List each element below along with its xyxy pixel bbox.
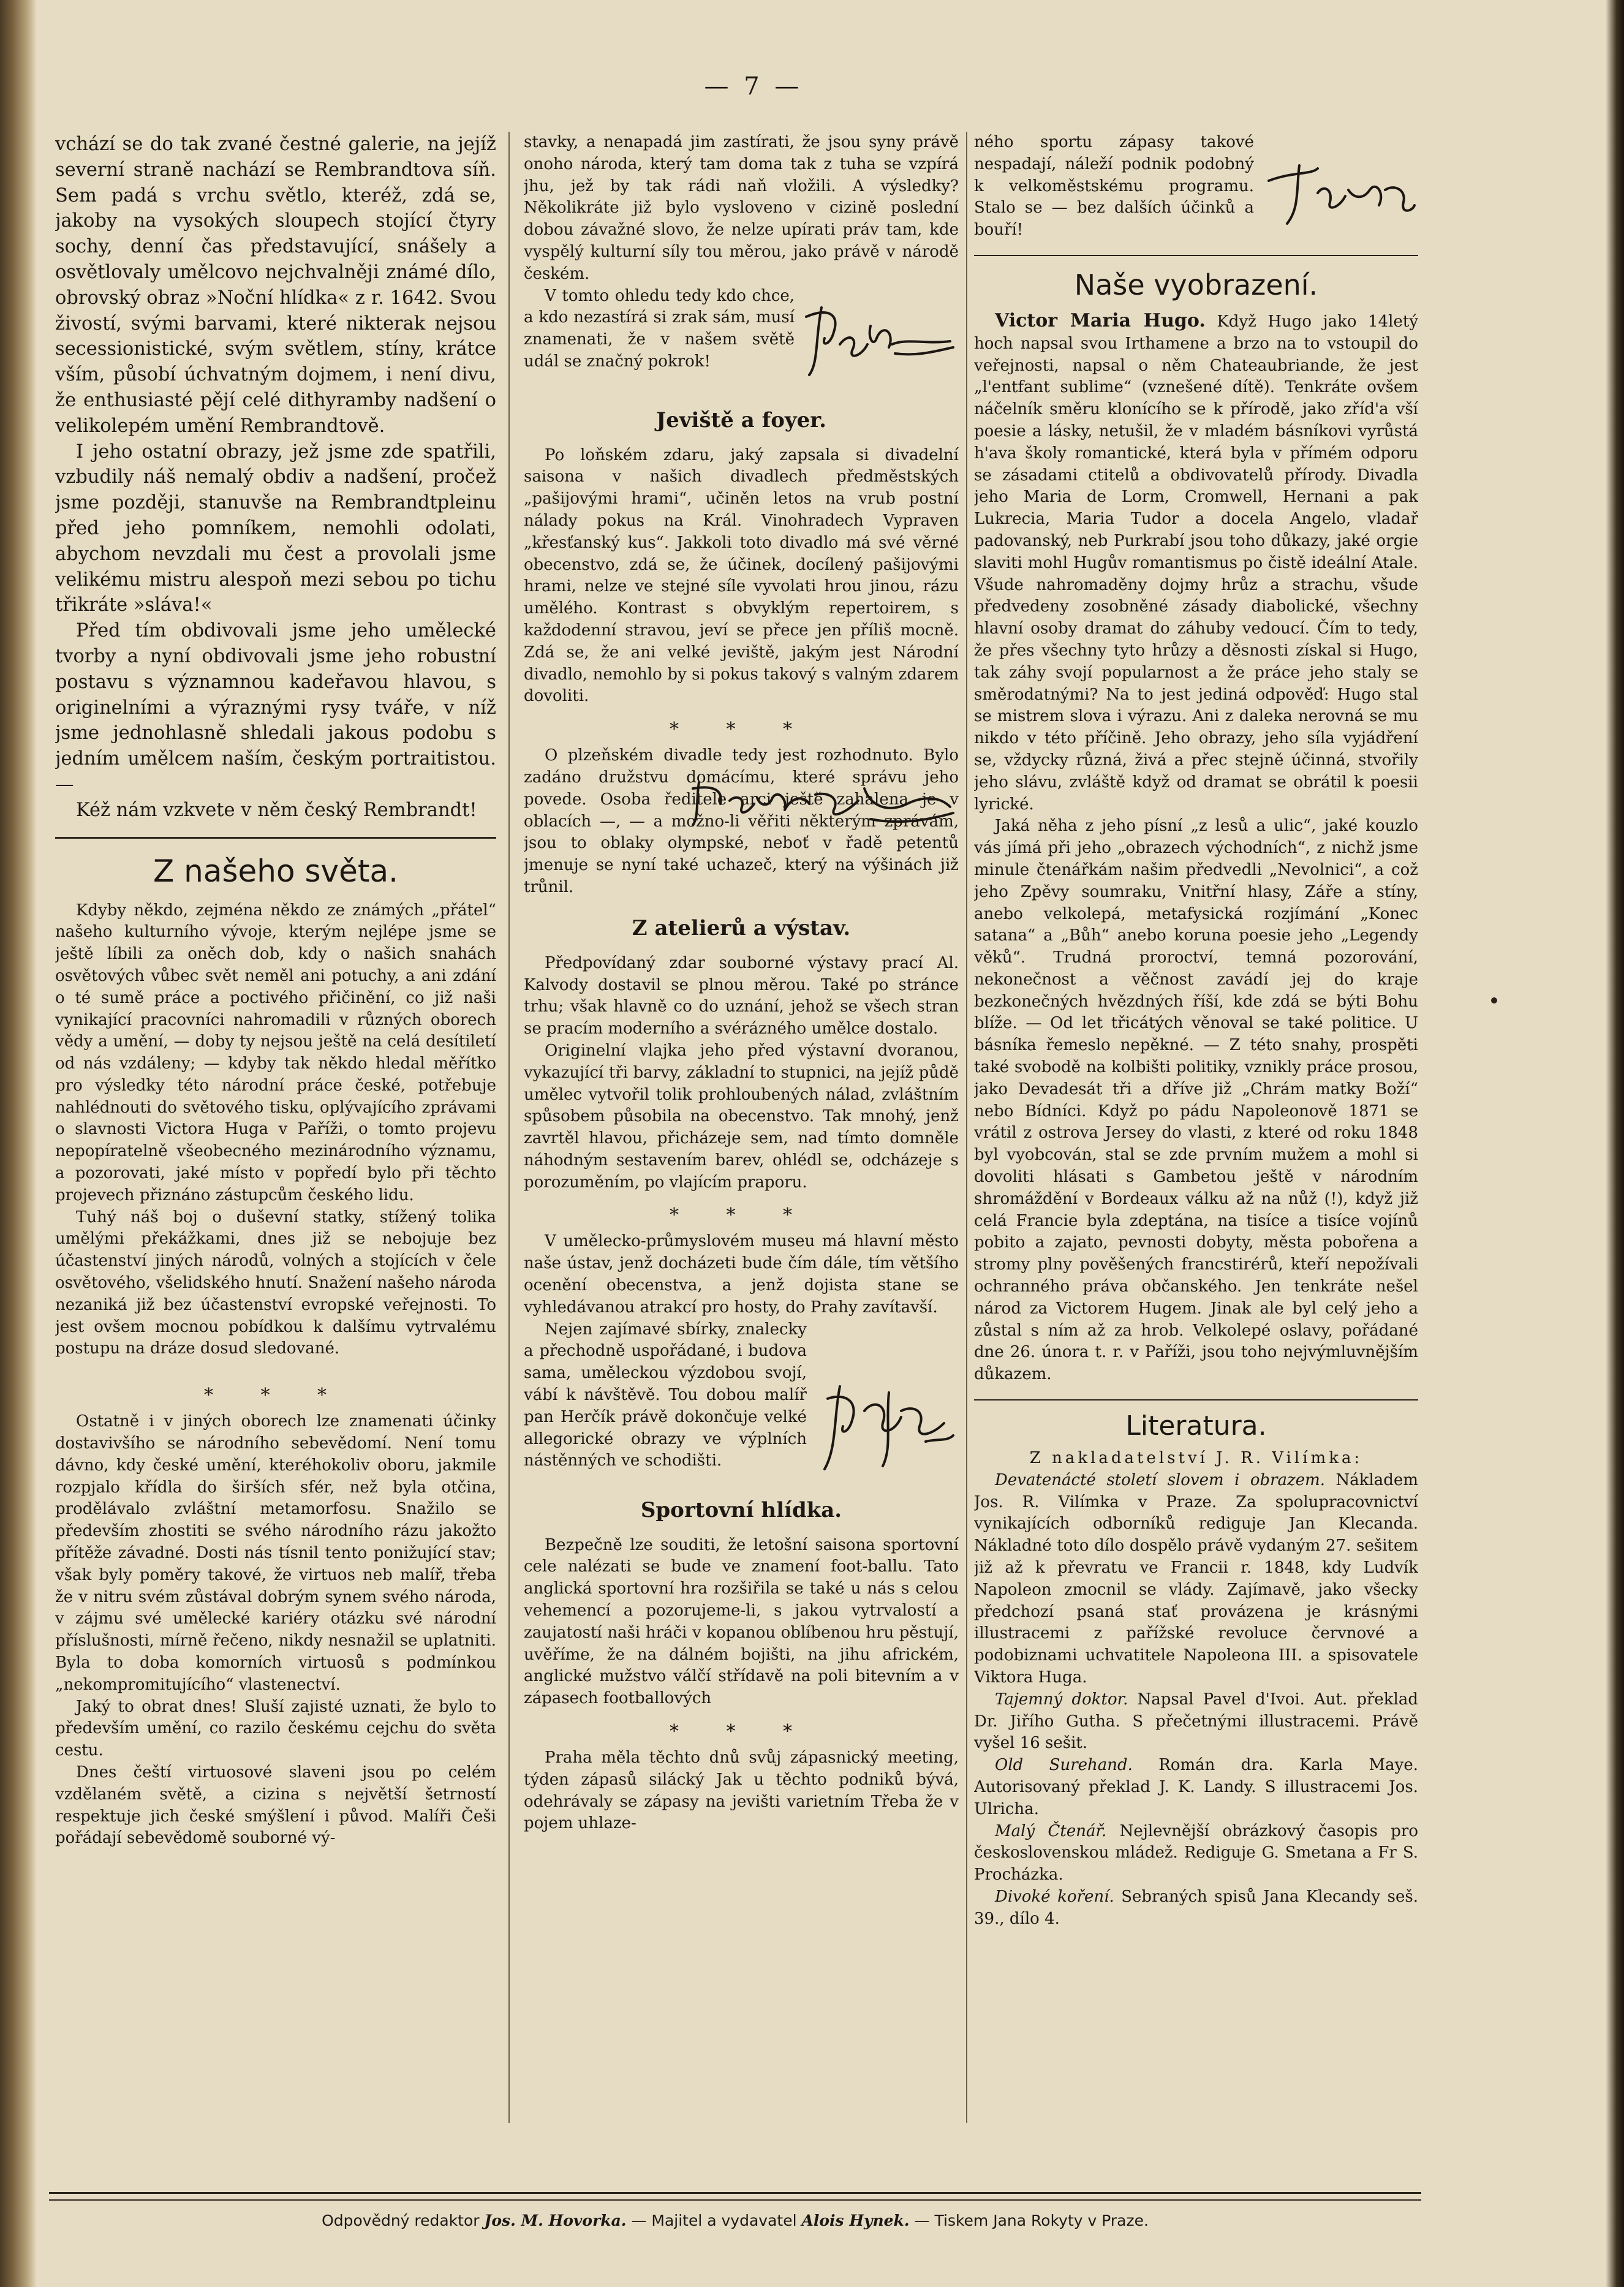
ateliery-paragraph-4: Nejen zajímavé sbírky, znalecky a přechodně uspořádané, i budova sama, uměleckou výzdobou svojí, vábí k návštěvě. Tou dobou malíř pan Herčík právě dokončuje velké allegorické obrazy ve výplních nástěnných ve schodišti. bbox=[524, 1320, 807, 1470]
column-3 bbox=[974, 132, 1418, 2122]
section-rule bbox=[974, 255, 1418, 256]
section-title-z-naseho-sveta: Z našeho světa. bbox=[153, 853, 398, 889]
z-naseho-sveta-paragraph-3: Ostatně i v jiných oborech lze znamenati účinky dostavivšího se národního sebevědomí. Není tomu dávno, kdy české umění, kteréhokoliv oboru, jakmile rozpjalo křídla do širších sfér, než byla otčina, prodělávalo zvláštní metamorfosu. Snažilo se především zhostiti se svého národního rázu jakožto přítěže závadné. Dosti nás tísnil tento ponižující stav; však byly poměry takové, že virtuos neb malíř, třeba že v nitru svém zůstával dobrým synem svého národa, v zájmu své umělecké kariéry otázku své národní příslušnosti, mírně řečeno, nikdy nesnažil se uplatniti. Byla to doba komorních virtuosů s podmínkou „nekompromitujícího“ vlastenectví. bbox=[55, 1412, 496, 1694]
literatura-item-4 bbox=[974, 1821, 1418, 1886]
rembrandt-paragraph-3: Před tím obdivovali jsme jeho umělecké tvorby a nyní obdivovali jsme jeho robustní postavu s významnou kadeřavou hlavou, s originelními a výraznými rysy tváře, v níž jsme jednohlasně shledali jakous podobu s jedním umělcem naším, českým portraitistou. — bbox=[55, 620, 496, 795]
scan-edge-shadow bbox=[1606, 0, 1624, 2287]
page-number: — 7 — bbox=[704, 72, 803, 100]
footer-publisher-name: Alois Hynek. bbox=[801, 2212, 910, 2229]
section-title-z-atelieru-a-vystav: Z atelierů a výstav. bbox=[632, 915, 851, 940]
column-2 bbox=[524, 132, 959, 2122]
margin-dot bbox=[1491, 997, 1497, 1004]
literatura-item-3-title: Old Surehand. bbox=[995, 1756, 1133, 1775]
section-rule bbox=[974, 1399, 1418, 1401]
section-rule bbox=[55, 837, 496, 839]
ateliery-paragraph-3: V umělecko-průmyslovém museu má hlavní město naše ústav, jenž docházeti bude čím dále, tím většího ocenění obecenstva, a jenž dojista stane se vyhledávanou atrakcí pro hosty, do Prahy zavítavší. bbox=[524, 1232, 959, 1317]
literatura-item-3 bbox=[974, 1755, 1418, 1820]
ateliery-paragraph-1: Předpovídaný zdar souborné výstavy prací Al. Kalvody dostavil se plnou měrou. Také po stránce trhu; však hlavně co do uznání, jehož se všech stran se pracím moderního a svérázného umělce dostalo. bbox=[524, 953, 959, 1038]
literatura-item-1-text: Nákladem Jos. R. Vilímka v Praze. Za spolupracovnictví vynikajících odborníků rediguje Jan Klecanda. Nákladné toto dílo dospělo právě vydaným 27. sešitem již až k převratu ve Francii r. 1848, kdy Ludvík Napoleon zmocnil se vlády. Zajímavě, jako všecky předchozí psaná stať provázena je krásnými illustracemi z pařížské revoluce červnové a podobiznami uchvatitele Napoleona III. a spisovatele Viktora Huga. bbox=[974, 1470, 1418, 1687]
literatura-item-2 bbox=[974, 1689, 1418, 1755]
literatura-item-2-text: Napsal Pavel d'Ivoi. Aut. překlad Dr. Jiřího Gutha. S přečetnými illustracemi. Právě vyšel 16 sešit. bbox=[974, 1690, 1418, 1753]
signature-block-3 bbox=[524, 1319, 959, 1481]
footer-printer: — Tiskem Jana Rokyty v Praze. bbox=[914, 2212, 1149, 2229]
literatura-item-4-text: Nejlevnější obrázkový časopis pro československou mládež. Rediguje G. Smetana a Fr S. Procházka. bbox=[974, 1821, 1418, 1884]
section-stars: * * * bbox=[203, 1385, 348, 1407]
rembrandt-paragraph-4: Kéž nám vzkvete v něm český Rembrandt! bbox=[76, 799, 477, 821]
section-stars: * * * bbox=[669, 1721, 814, 1743]
signature-block-1 bbox=[524, 285, 959, 384]
section-title-nase-vyobrazeni: Naše vyobrazení. bbox=[1074, 268, 1318, 301]
literatura-item-2-title: Tajemný doktor. bbox=[995, 1690, 1128, 1709]
handwritten-signature-3 bbox=[815, 1374, 956, 1478]
literatura-item-5-text: Sebraných spisů Jana Klecandy seš. 39., dílo 4. bbox=[974, 1887, 1418, 1928]
literatura-item-1 bbox=[974, 1470, 1418, 1689]
col2-intro-paragraph: stavky, a nenapadá jim zastírati, že jsou syny právě onoho národa, který tam doma tak z tuha se vzpírá jhu, jež by tak rádi naň vložili. A výsledky? Několikráte již bylo vysloveno v cizině poslední dobou závažné slovo, že nelze upírati práv tam, kde vyspělý kulturní síly tou měrou, jako právě v národě českém. bbox=[524, 133, 959, 283]
footer-rule-bottom bbox=[49, 2199, 1421, 2201]
jeviste-paragraph-2: O plzeňském divadle tedy jest rozhodnuto. Bylo zadáno družstvu domácímu, které správu jeho povede. Osoba ředitele arci ještě zahalena je v oblacích —, — a možno-li věřiti některým zprávám, jsou to oblaky olympské, neboť v řadě petentů jmenuje se nyní také uchazeč, který na výšinách již trůnil. bbox=[524, 746, 959, 896]
footer-editor-name: Jos. M. Hovorka. bbox=[484, 2212, 627, 2229]
col3-intro-paragraph: ného sportu zápasy takové nespadají, náleží podnik podobný k velkoměstskému programu. Stalo se — bez dalších účinků a bouří! bbox=[974, 133, 1254, 240]
sport-paragraph-2: Praha měla těchto dnů svůj zápasnický meeting, týden zápasů silácký Jak u těchto podniků bývá, odehrávaly se zápasy na jevišti varietním Třeba že v pojem uhlaze- bbox=[524, 1748, 959, 1833]
rembrandt-paragraph-1: vchází se do tak zvané čestné galerie, na jejíž severní straně nachází se Rembrandtova síň. Sem padá s vrchu světlo, kteréž, zdá se, jakoby na vysokých sloupech stojící čtyry sochy, denní čas představující, snášely a osvětlovaly umělcovo nejchvalněji známé dílo, obrovský obraz »Noční hlídka« z r. 1642. Svou živostí, svými barvami, které nikterak nejsou secessionistické, svým světlem, stíny, krátce vším, působí úchvatným dojmem, i není divu, že enthusiasté pějí celé dithyramby nadšení o velikolepém umění Rembrandtově. bbox=[55, 134, 496, 437]
hugo-paragraph-1-text: Když Hugo jako 14letý hoch napsal svou Irthamene a brzo na to vstoupil do veřejnosti, napsal o něm Chateaubriande, že jest „l'entfant sublime“ (vznešené dítě). Tenkráte ovšem náčelník směru klonícího se k přírodě, jako zříd'a vší poesie a lásky, netušil, že v mladém básníkovi vyrůstá h'ava školy romantické, která byla v přímém odporu se zásadami ctitelů a obdivovatelů přírody. Divadla jeho Maria de Lorm, Cromwell, Hernani a pak Lukrecia, Maria Tudor a docela Angelo, vladař padovanský, neb Purkrabí jsou toho důkazy, jaké orgie slaviti mohl Hugův romantismus po čistě ideální Atale. Všude nahromaděny dojmy hrůz a strachu, všude předvedeny zosobněné zásady diabolické, všechny hlavní osoby dramat do záhuby vedoucí. Čím to tedy, že přes všechny tyto hrůzy a děsnosti získal si Hugo, tak záhy svojí popularnost a že práce jeho staly se směrodatnými? Na to jest jediná odpověď: Hugo stal se mistrem slova i výrazu. Ani z daleka nerovná se mu nikdo v této příčině. Jeho obrazy, jeho síla vyjádření se, vždycky různá, živá a přec stejně účinná, stvořily jeho slávu, zvláště když od dramat se obrátil k poesii lyrické. bbox=[974, 312, 1418, 814]
footer-rule-top bbox=[49, 2192, 1421, 2194]
section-title-sportovni-hlidka: Sportovní hlídka. bbox=[640, 1497, 842, 1522]
handwritten-signature-1 bbox=[803, 289, 956, 381]
column-divider-1 bbox=[508, 132, 510, 2123]
rembrandt-paragraph-2: I jeho ostatní obrazy, jež jsme zde spatřili, vzbudily náš nemalý obdiv a nadšení, pročež jsme později, stanuvše na Rembrandtpleinu před jeho pomníkem, nemohli odolati, abychom nevzdali mu čest a provolali jsme velikému mistru alespoň mezi sebou po tichu třikráte »sláva!« bbox=[55, 440, 496, 616]
hugo-paragraph-2: Jaká něha z jeho písní „z lesů a ulic“, jaké kouzlo vás jímá při jeho „obrazech východních“, z nichž jsme minule čtenářkám našim předvedli „Nevolnici“, a což jeho Zpěvy soumraku, Vnitřní hlasy, Záře a stíny, anebo velkolepá, metafysická rozjímání „Konec satana“ a „Bůh“ anebo koruna poesie jeho „Legendy věků“. Trudná proroctví, temná pozorování, nekonečnost a věčnost zavádí jej do kraje bezkonečných hvězdných říší, kde zdá se býti Bohu blíže. — Od let třicátých věnoval se také politice. U básníka řemeslo nepěkné. — Z této snahy, prospěti také svobodě na kolbišti politiky, vznikly práce prosou, jako Devadesát tři a dříve již „Chrám matky Boží“ nebo Bídníci. Když po pádu Napoleonově 1871 se vrátil z ostrova Jersey do vlasti, z které od roku 1848 byl vyobcován, stal se zde prvním mužem a mohl si dovoliti hlásati s Gambetou ještě v národním shromáždění v Bordeaux válku až na nůž (!), když již celá Francie byla zdeptána, na tisíce a tisíce vojínů pobito a zajato, pevnosti dobyty, města pobořena a stromy plny pověšených francstirérů, kteří nepožívali ochranného práva občanského. Jen tenkráte nešel národ za Victorem Hugem. Jinak ale byl celý jeho a zůstal s ním až za hrob. Velkolepé oslavy, pořádané dne 26. února t. r. v Paříži, jsou toho nejvýmluvnějším důkazem. bbox=[974, 817, 1418, 1384]
z-naseho-sveta-paragraph-4: Jaký to obrat dnes! Sluší zajisté uznati, že bylo to především umění, co razilo českému cejchu do světa cestu. bbox=[55, 1697, 496, 1760]
z-naseho-sveta-paragraph-5: Dnes čeští virtuosové slaveni jsou po celém vzdělaném světě, a cizina s největší šetrností respektuje jich české smýšlení i původ. Malíři Češi pořádají sebevědomě souborné vý- bbox=[55, 1763, 496, 1848]
handwritten-signature-4 bbox=[1263, 156, 1416, 230]
literatura-item-5-title: Divoké koření. bbox=[995, 1887, 1114, 1906]
section-stars: * * * bbox=[669, 719, 814, 741]
book-binding-shadow bbox=[0, 0, 37, 2287]
column-1 bbox=[55, 132, 496, 2122]
col2-intro-paragraph-2: V tomto ohledu tedy kdo chce, a kdo nezastírá si zrak sám, musí znamenati, že v našem světě udál se značný pokrok! bbox=[524, 286, 795, 371]
section-title-literatura: Literatura. bbox=[1125, 1410, 1267, 1442]
literatura-item-5 bbox=[974, 1886, 1418, 1930]
z-naseho-sveta-paragraph-1: Kdyby někdo, zejména někdo ze známých „přátel“ našeho kulturního vývoje, kterým nejlépe jsme se ještě líbili za oněch dob, kdy o našich snahách osvětových vůbec svět neměl ani potuchy, a ani zdání o té sumě práce a poctivého přičinění, co již naši vynikající pracovníci nahromadili v různých oborech vědy a umění, — doby ty nejsou ještě na celá desítiletí od nás vzdáleny; — kdyby tak někdo hledal měřítko pro výsledky této národní práce české, potřebuje nahlédnouti do světového tisku, oplývajícího zprávami o slavnosti Victora Huga v Paříži, o tomto projevu nepopíratelně všeobecného mezinárodního významu, a pozorovati, jaké místo v popředí bylo při těchto projevech přiznáno zástupcům českého lidu. bbox=[55, 901, 496, 1204]
section-stars: * * * bbox=[669, 1204, 814, 1227]
signature-block-2 bbox=[524, 745, 959, 899]
sport-paragraph-1: Bezpečně lze souditi, že letošní saisona sportovní cele nalézati se bude ve znamení foot-ballu. Tato anglická sportovní hra rozšiřila se také u nás s celou vehemencí a pozorujeme-li, s jakou vytrvalostí a zaujatostí naši hráči v kopanou oblíbenou hru pěstují, uvěříme, že na dálném bojišti, na jihu africkém, anglické mužstvo válčí střídavě na poli bitevním a v zápasech footballových bbox=[524, 1535, 959, 1708]
column-divider-2 bbox=[966, 132, 967, 2123]
footer-publisher-label: — Majitel a vydavatel bbox=[631, 2212, 797, 2229]
imprint-footer bbox=[49, 2212, 1421, 2229]
jeviste-paragraph-1: Po loňském zdaru, jaký zapsala si divadelní saisona v našich divadlech předměstských „pašijovými hrami“, učiněn letos na vrub postní nálady pokus na Král. Vinohradech Vypraven „křesťanský kus“. Jakkoli toto divadlo má své věrné obecenstvo, zdá se, že účinek, docílený pašijovými hrami, nelze ve stejné síle vyvolati hrou jinou, rázu umělého. Kontrast s obvyklým repertoirem, s každodenní stravou, jeví se přece jen příliš mocně. Zdá se, že ani velké jeviště, jakým jest Národní divadlo, nemohlo by si pokus takový s valným zdarem dovoliti. bbox=[524, 445, 959, 706]
footer-editor-label: Odpovědný redaktor bbox=[322, 2212, 480, 2229]
signature-block-4 bbox=[974, 132, 1418, 241]
literatura-subtitle: Z nakladatelství J. R. Vilímka: bbox=[1029, 1449, 1363, 1468]
hugo-paragraph-1 bbox=[974, 310, 1418, 815]
literatura-item-1-title: Devatenácté století slovem i obrazem. bbox=[995, 1470, 1326, 1489]
z-naseho-sveta-paragraph-2: Tuhý náš boj o duševní statky, stížený tolika umělými překážkami, dnes již se nebojuje bez účastenství jiných národů, volných a stojících v čele osvětového, všelidského hnutí. Snažení našeho národa nezaniká již bez účastenství evropské veřejnosti. To jest ovšem mocnou pobídkou k dalšímu vytrvalému postupu na dráze dosud sledované. bbox=[55, 1208, 496, 1358]
literatura-item-3-text: Román dra. Karla Maye. Autorisovaný překlad J. K. Landy. S illustracemi Jos. Ulricha. bbox=[974, 1756, 1418, 1818]
hugo-lead: Victor Maria Hugo. bbox=[995, 309, 1206, 331]
section-title-jeviste-a-foyer: Jeviště a foyer. bbox=[656, 407, 826, 433]
literatura-item-4-title: Malý Čtenář. bbox=[995, 1821, 1107, 1840]
ateliery-paragraph-2: Originelní vlajka jeho před výstavní dvoranou, vykazující tři barvy, základní to stupnici, na jejíž půdě umělec vytvořil tolik prohloubených nálad, zvláštním spůsobem působila na obecenstvo. Tak mnohý, jenž zavrtěl hlavou, přicházeje sem, nad tímto domněle náhodným sestavením barev, ohlédl se, odcházeje s porozuměním, po vlajícím praporu. bbox=[524, 1041, 959, 1192]
